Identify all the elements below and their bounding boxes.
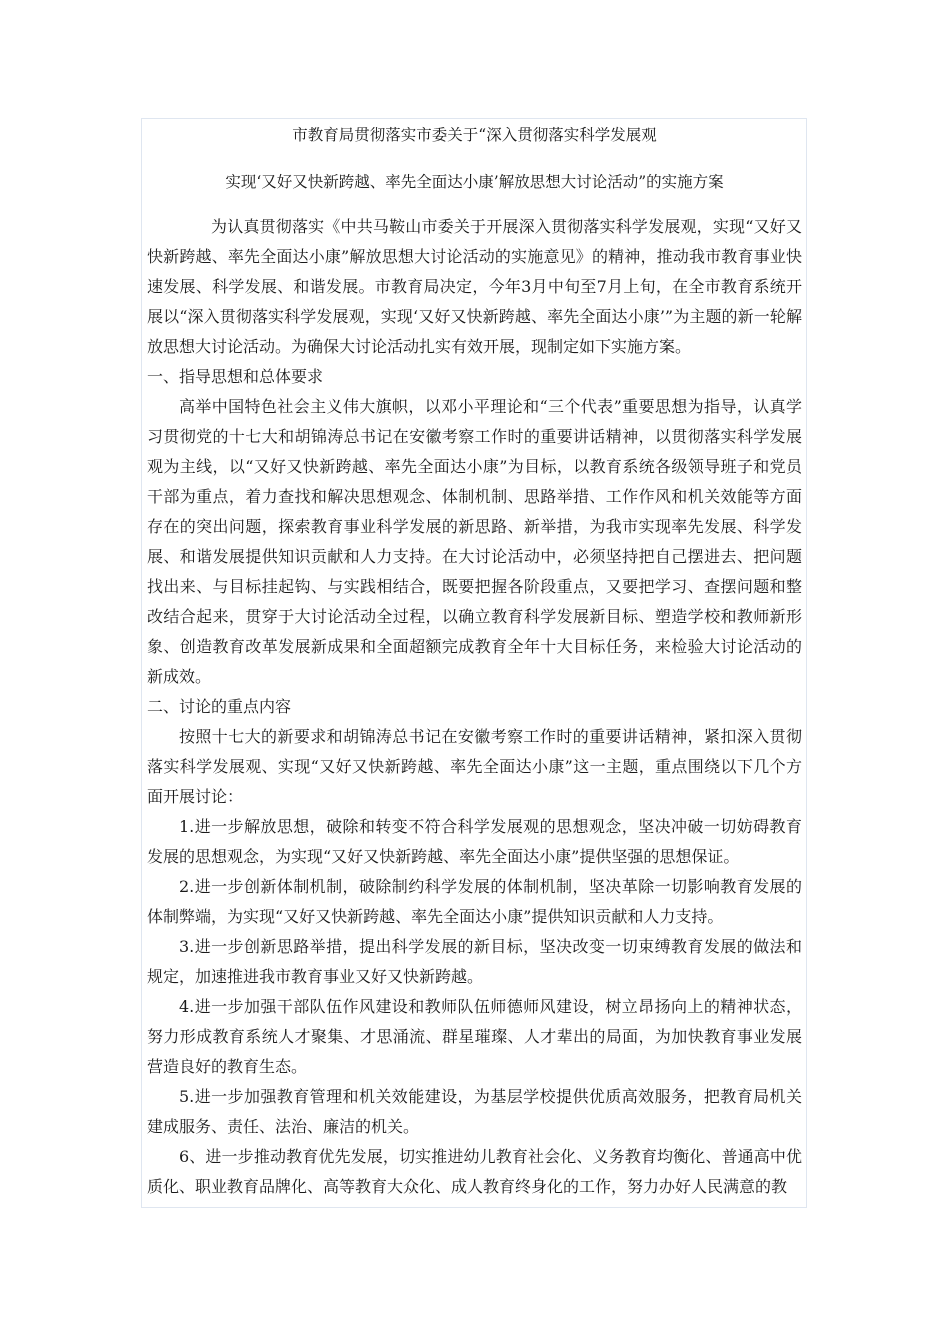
section-1-heading: 一、指导思想和总体要求 [147, 367, 324, 386]
document-frame [141, 118, 807, 1208]
section-1-paragraph: 高举中国特色社会主义伟大旗帜，以邓小平理论和“三个代表”重要思想为指导，认真学习贯彻党的十七大和胡锦涛总书记在安徽考察工作时的重要讲话精神，以贯彻落实科学发展观为主线，以“又好又快新跨越、率先全面达小康”为目标，以教育系统各级领导班子和党员干部为重点，着力查找和解决思想观念、体制机制、思路举措、工作作风和机关效能等方面存在的突出问题，探索教育事业科学发展的新思路、新举措，为我市实现率先发展、科学发展、和谐发展提供知识贡献和人力支持。在大讨论活动中，必须坚持把自己摆进去、把问题找出来、与目标挂起钩、与实践相结合，既要把握各阶段重点，又要把学习、查摆问题和整改结合起来，贯穿于大讨论活动全过程，以确立教育科学发展新目标、塑造学校和教师新形象、创造教育改革发展新成果和全面超额完成教育全年十大目标任务，来检验大讨论活动的新成效。 [147, 397, 802, 686]
list-item-3: 3.进一步创新思路举措，提出科学发展的新目标，坚决改变一切束缚教育发展的做法和规定，加速推进我市教育事业又好又快新跨越。 [147, 937, 802, 986]
list-item-5: 5.进一步加强教育管理和机关效能建设，为基层学校提供优质高效服务，把教育局机关建成服务、责任、法治、廉洁的机关。 [147, 1087, 802, 1136]
document-title-line-1: 市教育局贯彻落实市委关于“深入贯彻落实科学发展观 [292, 126, 657, 144]
intro-paragraph: 为认真贯彻落实《中共马鞍山市委关于开展深入贯彻落实科学发展观，实现“又好又快新跨越、率先全面达小康”解放思想大讨论活动的实施意见》的精神，推动我市教育事业快速发展、科学发展、和谐发展。市教育局决定，今年3月中旬至7月上旬，在全市教育系统开展以“深入贯彻落实科学发展观，实现‘又好又快新跨越、率先全面达小康’”为主题的新一轮解放思想大讨论活动。为确保大讨论活动扎实有效开展，现制定如下实施方案。 [147, 217, 802, 356]
list-item-2: 2.进一步创新体制机制，破除制约科学发展的体制机制，坚决革除一切影响教育发展的体制弊端，为实现“又好又快新跨越、率先全面达小康”提供知识贡献和人力支持。 [147, 877, 802, 926]
section-2-paragraph: 按照十七大的新要求和胡锦涛总书记在安徽考察工作时的重要讲话精神，紧扣深入贯彻落实科学发展观、实现“又好又快新跨越、率先全面达小康”这一主题，重点围绕以下几个方面开展讨论： [147, 727, 802, 806]
list-item-1: 1.进一步解放思想，破除和转变不符合科学发展观的思想观念，坚决冲破一切妨碍教育发展的思想观念，为实现“又好又快新跨越、率先全面达小康”提供坚强的思想保证。 [147, 817, 802, 866]
list-item-4: 4.进一步加强干部队伍作风建设和教师队伍师德师风建设，树立昂扬向上的精神状态，努力形成教育系统人才聚集、才思涌流、群星璀璨、人才辈出的局面，为加快教育事业发展营造良好的教育生态。 [147, 997, 802, 1076]
section-2-heading: 二、讨论的重点内容 [147, 697, 292, 716]
list-item-6: 6、进一步推动教育优先发展，切实推进幼儿教育社会化、义务教育均衡化、普通高中优质化、职业教育品牌化、高等教育大众化、成人教育终身化的工作，努力办好人民满意的教 [147, 1147, 802, 1196]
document-title-line-2: 实现‘又好又快新跨越、率先全面达小康’解放思想大讨论活动”的实施方案 [225, 173, 724, 191]
